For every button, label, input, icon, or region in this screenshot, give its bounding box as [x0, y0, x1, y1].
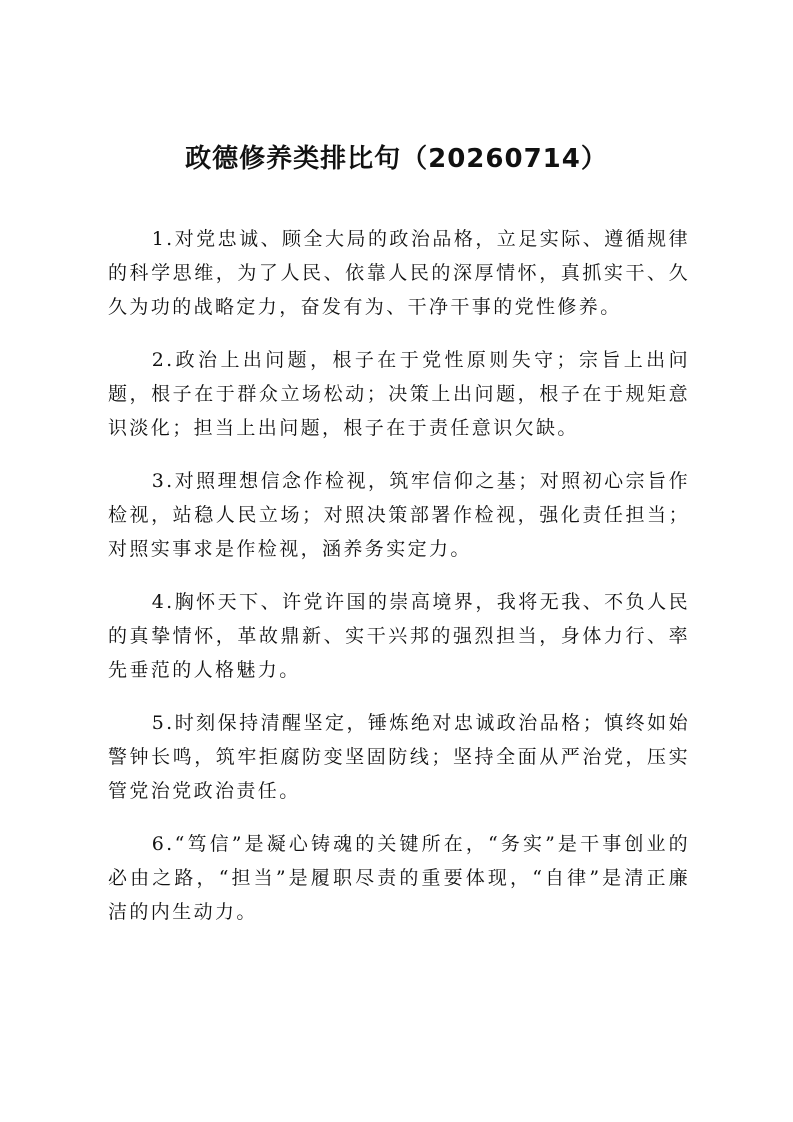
paragraph-1: 1.对党忠诚、顾全大局的政治品格，立足实际、遵循规律的科学思维，为了人民、依靠人民的深厚情怀，真抓实干、久久为功的战略定力，奋发有为、干净干事的党性修养。	[108, 228, 690, 318]
document-title: 政德修养类排比句（20260714）	[185, 144, 608, 174]
paragraph-5: 5.时刻保持清醒坚定，锤炼绝对忠诚政治品格；慎终如始警钟长鸣，筑牢拒腐防变坚固防线；坚持全面从严治党，压实管党治党政治责任。	[108, 712, 690, 802]
paragraph-6: 6.“笃信”是凝心铸魂的关键所在，“务实”是干事创业的必由之路，“担当”是履职尽责的重要体现，“自律”是清正廉洁的内生动力。	[108, 833, 690, 923]
document-body	[108, 222, 690, 948]
paragraph-4: 4.胸怀天下、许党许国的崇高境界，我将无我、不负人民的真挚情怀，革故鼎新、实干兴邦的强烈担当，身体力行、率先垂范的人格魅力。	[108, 591, 690, 681]
paragraph-2: 2.政治上出问题，根子在于党性原则失守；宗旨上出问题，根子在于群众立场松动；决策上出问题，根子在于规矩意识淡化；担当上出问题，根子在于责任意识欠缺。	[108, 349, 690, 439]
paragraph-3: 3.对照理想信念作检视，筑牢信仰之基；对照初心宗旨作检视，站稳人民立场；对照决策部署作检视，强化责任担当；对照实事求是作检视，涵养务实定力。	[108, 470, 690, 560]
